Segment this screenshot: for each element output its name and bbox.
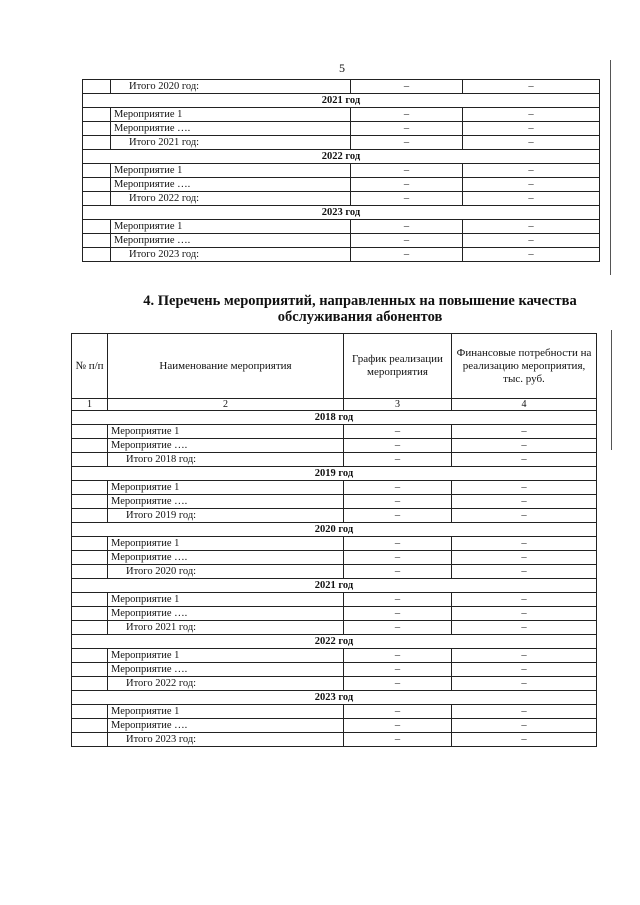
dash-cell: – <box>463 192 600 206</box>
dash-cell: – <box>344 663 452 677</box>
year-row <box>72 523 597 537</box>
dash-cell: – <box>351 192 463 206</box>
table-row <box>83 164 600 178</box>
total-label: Итого 2021 год: <box>111 136 351 150</box>
dash-cell: – <box>351 178 463 192</box>
year-label: 2022 год <box>83 150 600 164</box>
activity-label: Мероприятие …. <box>108 719 344 733</box>
dash-cell: – <box>344 481 452 495</box>
col-number: 1 <box>72 399 108 411</box>
dash-cell: – <box>463 178 600 192</box>
year-row <box>72 691 597 705</box>
table-row <box>72 733 597 747</box>
scan-edge-line <box>610 60 611 275</box>
activity-label: Мероприятие …. <box>111 234 351 248</box>
table-row <box>83 248 600 262</box>
table-row <box>72 509 597 523</box>
col-number: 2 <box>108 399 344 411</box>
dash-cell: – <box>463 108 600 122</box>
dash-cell: – <box>452 593 597 607</box>
activity-label: Мероприятие …. <box>108 439 344 453</box>
year-label: 2019 год <box>72 467 597 481</box>
col-header-name: Наименование мероприятия <box>108 334 344 399</box>
activity-label: Мероприятие …. <box>108 607 344 621</box>
table-row <box>72 537 597 551</box>
year-row <box>72 467 597 481</box>
dash-cell: – <box>463 220 600 234</box>
page-number: 5 <box>339 61 345 75</box>
table-row <box>72 425 597 439</box>
dash-cell: – <box>351 122 463 136</box>
year-label: 2021 год <box>83 94 600 108</box>
dash-cell: – <box>351 234 463 248</box>
table-row <box>72 705 597 719</box>
dash-cell: – <box>452 621 597 635</box>
table-row <box>72 621 597 635</box>
activities-table <box>71 333 596 747</box>
total-label: Итого 2021 год: <box>108 621 344 635</box>
dash-cell: – <box>344 439 452 453</box>
activity-label: Мероприятие …. <box>108 495 344 509</box>
dash-cell: – <box>351 220 463 234</box>
year-row <box>72 635 597 649</box>
table-row <box>72 593 597 607</box>
dash-cell: – <box>344 425 452 439</box>
activity-label: Мероприятие …. <box>111 178 351 192</box>
activity-label: Мероприятие 1 <box>108 649 344 663</box>
table-row <box>83 234 600 248</box>
dash-cell: – <box>452 649 597 663</box>
total-label: Итого 2019 год: <box>108 509 344 523</box>
dash-cell: – <box>351 136 463 150</box>
scan-edge-line <box>611 330 612 450</box>
table-row <box>72 607 597 621</box>
activity-label: Мероприятие 1 <box>108 481 344 495</box>
dash-cell: – <box>452 425 597 439</box>
dash-cell: – <box>452 551 597 565</box>
table-row <box>72 439 597 453</box>
dash-cell: – <box>463 136 600 150</box>
total-label: Итого 2020 год: <box>111 80 351 94</box>
table-row <box>72 565 597 579</box>
activity-label: Мероприятие …. <box>108 551 344 565</box>
activity-label: Мероприятие …. <box>108 663 344 677</box>
total-label: Итого 2023 год: <box>111 248 351 262</box>
dash-cell: – <box>463 248 600 262</box>
activity-label: Мероприятие 1 <box>108 425 344 439</box>
year-label: 2023 год <box>72 691 597 705</box>
table-row <box>72 719 597 733</box>
dash-cell: – <box>452 705 597 719</box>
dash-cell: – <box>351 248 463 262</box>
dash-cell: – <box>344 607 452 621</box>
dash-cell: – <box>344 537 452 551</box>
table-row <box>72 495 597 509</box>
year-label: 2021 год <box>72 579 597 593</box>
year-label: 2022 год <box>72 635 597 649</box>
col-number: 3 <box>344 399 452 411</box>
dash-cell: – <box>344 593 452 607</box>
table-row <box>72 677 597 691</box>
dash-cell: – <box>452 537 597 551</box>
table-row <box>83 136 600 150</box>
dash-cell: – <box>463 234 600 248</box>
dash-cell: – <box>452 481 597 495</box>
dash-cell: – <box>452 509 597 523</box>
year-row <box>83 150 600 164</box>
column-number-row <box>72 399 597 411</box>
section-title: 4. Перечень мероприятий, направленных на повышение качества обслуживания абонентов <box>143 293 577 325</box>
dash-cell: – <box>344 551 452 565</box>
dash-cell: – <box>351 164 463 178</box>
table-row <box>72 453 597 467</box>
dash-cell: – <box>463 164 600 178</box>
dash-cell: – <box>344 705 452 719</box>
dash-cell: – <box>351 80 463 94</box>
activity-label: Мероприятие 1 <box>108 593 344 607</box>
dash-cell: – <box>452 719 597 733</box>
total-label: Итого 2020 год: <box>108 565 344 579</box>
total-label: Итого 2018 год: <box>108 453 344 467</box>
table-row <box>83 178 600 192</box>
activity-label: Мероприятие …. <box>111 122 351 136</box>
dash-cell: – <box>452 677 597 691</box>
activity-label: Мероприятие 1 <box>108 537 344 551</box>
activity-label: Мероприятие 1 <box>108 705 344 719</box>
dash-cell: – <box>344 565 452 579</box>
col-header-finance: Финансовые потребности на реализацию мероприятия, тыс. руб. <box>452 334 597 399</box>
col-header-schedule: График реализации мероприятия <box>344 334 452 399</box>
table-row <box>83 192 600 206</box>
year-row <box>72 579 597 593</box>
dash-cell: – <box>344 733 452 747</box>
dash-cell: – <box>351 108 463 122</box>
activity-label: Мероприятие 1 <box>111 108 351 122</box>
dash-cell: – <box>344 495 452 509</box>
dash-cell: – <box>452 663 597 677</box>
dash-cell: – <box>452 607 597 621</box>
dash-cell: – <box>452 565 597 579</box>
table-row <box>83 80 600 94</box>
activity-label: Мероприятие 1 <box>111 164 351 178</box>
dash-cell: – <box>463 122 600 136</box>
activity-label: Мероприятие 1 <box>111 220 351 234</box>
year-label: 2018 год <box>72 411 597 425</box>
dash-cell: – <box>344 453 452 467</box>
table-row <box>83 220 600 234</box>
dash-cell: – <box>452 439 597 453</box>
dash-cell: – <box>344 509 452 523</box>
dash-cell: – <box>452 733 597 747</box>
table-row <box>72 481 597 495</box>
year-label: 2023 год <box>83 206 600 220</box>
dash-cell: – <box>452 495 597 509</box>
table-row <box>83 108 600 122</box>
table-row <box>83 122 600 136</box>
table-row <box>72 551 597 565</box>
col-number: 4 <box>452 399 597 411</box>
dash-cell: – <box>344 621 452 635</box>
year-row <box>83 206 600 220</box>
dash-cell: – <box>344 677 452 691</box>
dash-cell: – <box>452 453 597 467</box>
total-label: Итого 2022 год: <box>111 192 351 206</box>
col-header-num: № п/п <box>72 334 108 399</box>
dash-cell: – <box>344 649 452 663</box>
total-label: Итого 2023 год: <box>108 733 344 747</box>
year-label: 2020 год <box>72 523 597 537</box>
dash-cell: – <box>344 719 452 733</box>
header-row <box>72 334 597 399</box>
table-row <box>72 649 597 663</box>
table-row <box>72 663 597 677</box>
continued-table <box>82 79 599 262</box>
dash-cell: – <box>463 80 600 94</box>
total-label: Итого 2022 год: <box>108 677 344 691</box>
year-row <box>72 411 597 425</box>
year-row <box>83 94 600 108</box>
